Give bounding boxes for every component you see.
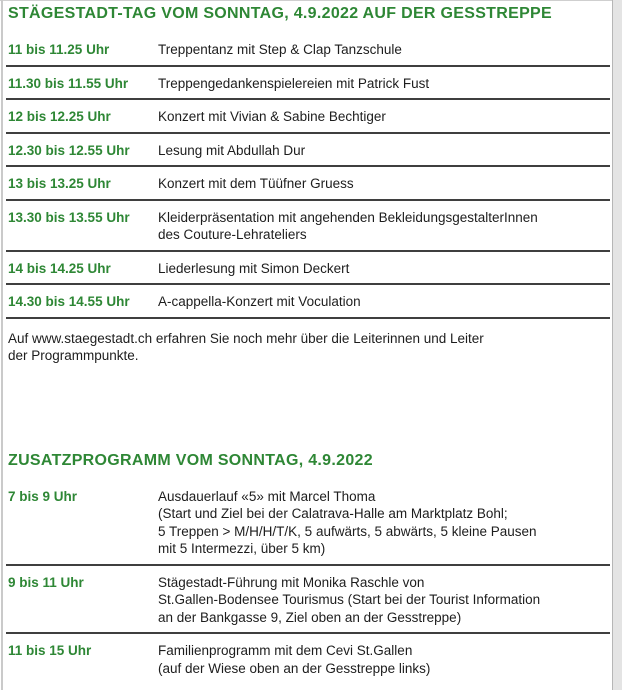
time-label: 13 bis 13.25 Uhr: [8, 176, 111, 191]
section-title: ZUSATZPROGRAMM VOM SONNTAG, 4.9.2022: [8, 451, 373, 469]
event-line: A-cappella-Konzert mit Voculation: [158, 294, 361, 309]
section-rows: [6, 480, 610, 684]
event-description: [158, 108, 610, 126]
event-line: Treppentanz mit Step & Clap Tanzschule: [158, 42, 402, 57]
event-line: St.Gallen-Bodensee Tourismus (Start bei der Tourist Information: [158, 592, 541, 607]
schedule-row: [6, 201, 610, 252]
schedule-row: [6, 634, 610, 683]
event-description: [158, 41, 610, 59]
schedule-row: [6, 134, 610, 168]
schedule-row: [6, 285, 610, 319]
time-label: 14.30 bis 14.55 Uhr: [8, 294, 130, 309]
time-label: 11.30 bis 11.55 Uhr: [8, 75, 129, 91]
event-description: [158, 142, 610, 160]
time-label: 7 bis 9 Uhr: [8, 488, 78, 504]
event-line: (auf der Wiese oben an der Gesstreppe links): [158, 660, 431, 676]
schedule-row: [6, 480, 610, 566]
schedule-row: [6, 67, 610, 101]
section-title: STÄGESTADT-TAG VOM SONNTAG, 4.9.2022 AUF DER GESSTREPPE: [8, 5, 552, 22]
footnote-line: der Programmpunkte.: [8, 348, 139, 363]
event-description: [158, 209, 610, 244]
footnote-line: Auf www.staegestadt.ch erfahren Sie noch mehr über die Leiterinnen und Leiter: [8, 330, 484, 346]
event-line: Konzert mit Vivian & Sabine Bechtiger: [158, 109, 386, 124]
schedule-row: [6, 252, 610, 286]
event-line: Liederlesung mit Simon Deckert: [158, 260, 350, 276]
time-label: 13.30 bis 13.55 Uhr: [8, 209, 130, 225]
schedule-row: [6, 566, 610, 635]
event-line: Lesung mit Abdullah Dur: [158, 142, 306, 158]
program-section-2: [6, 451, 610, 684]
event-description: [158, 488, 610, 558]
event-line: Familienprogramm mit dem Cevi St.Gallen: [158, 643, 413, 658]
time-label: 12.30 bis 12.55 Uhr: [8, 142, 130, 158]
event-line: Ausdauerlauf «5» mit Marcel Thoma: [158, 488, 376, 504]
program-document: [6, 0, 610, 683]
event-line: 5 Treppen > M/H/H/T/K, 5 aufwärts, 5 abwärts, 5 kleine Pausen: [158, 523, 537, 539]
page-left-edge: [1, 0, 3, 690]
event-line: an der Bankgasse 9, Ziel oben an der Gesstreppe): [158, 609, 462, 625]
event-description: [158, 75, 610, 93]
schedule-row: [6, 100, 610, 134]
event-description: [158, 574, 610, 627]
time-label: 12 bis 12.25 Uhr: [8, 109, 111, 124]
event-line: Konzert mit dem Tüüfner Gruess: [158, 176, 354, 191]
program-section-1: [6, 4, 610, 365]
event-line: des Couture-Lehrateliers: [158, 227, 307, 242]
event-line: mit 5 Intermezzi, über 5 km): [158, 541, 326, 556]
event-description: [158, 293, 610, 311]
time-label: 9 bis 11 Uhr: [8, 574, 84, 590]
footnote: [6, 330, 610, 365]
section-rows: [6, 33, 610, 319]
event-description: [158, 175, 610, 193]
schedule-row: [6, 167, 610, 201]
event-description: [158, 642, 610, 677]
scrollbar-track[interactable]: [612, 0, 622, 690]
event-line: Kleiderpräsentation mit angehenden BekleidungsgestalterInnen: [158, 209, 538, 225]
event-line: Treppengedankenspielereien mit Patrick Fust: [158, 75, 430, 91]
time-label: 11 bis 15 Uhr: [8, 643, 92, 658]
time-label: 11 bis 11.25 Uhr: [8, 42, 110, 57]
schedule-row: [6, 33, 610, 67]
time-label: 14 bis 14.25 Uhr: [8, 260, 111, 276]
event-line: Stägestadt-Führung mit Monika Raschle von: [158, 574, 425, 590]
event-description: [158, 260, 610, 278]
event-line: (Start und Ziel bei der Calatrava-Halle am Marktplatz Bohl;: [158, 506, 508, 521]
